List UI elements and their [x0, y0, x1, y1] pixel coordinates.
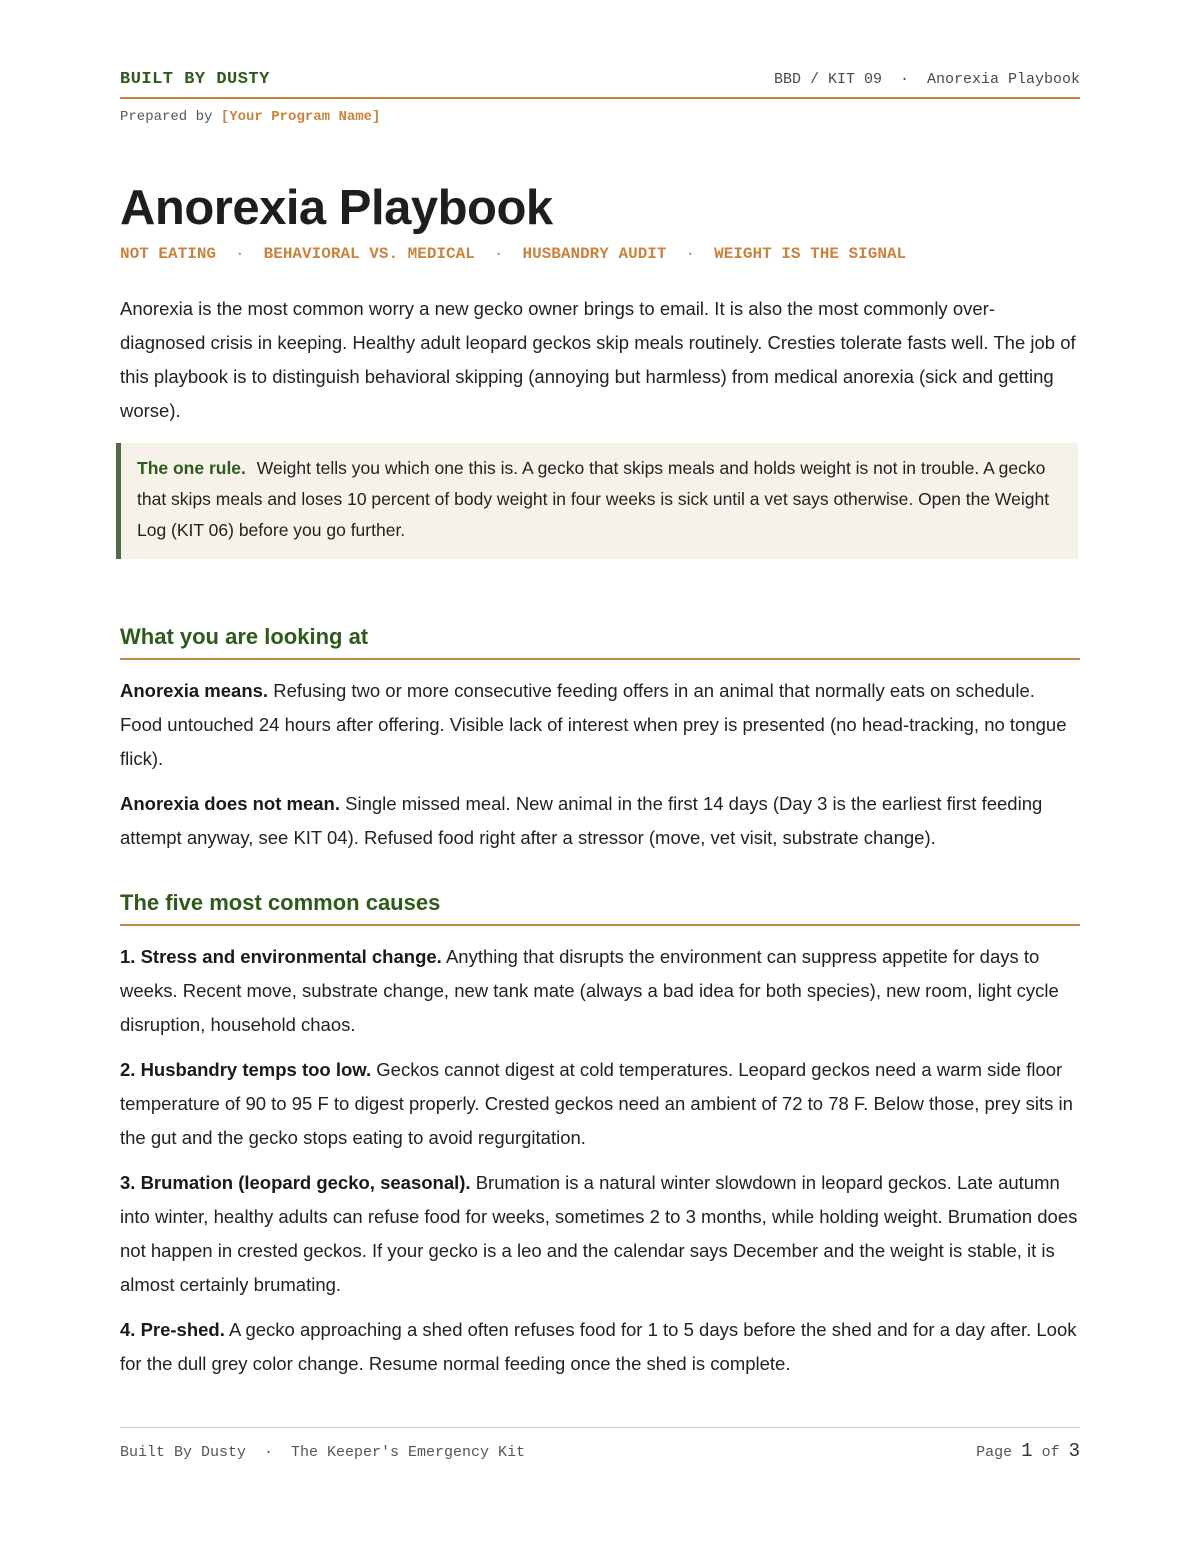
tag-item: HUSBANDRY AUDIT — [522, 245, 667, 263]
section-heading-looking-at: What you are looking at — [120, 624, 1080, 660]
cause-text: Brumation is a natural winter slowdown in leopard geckos. Late autumn into winter, healthy adults can refuse food for weeks, sometimes 2 to 3 months, while holding weight. Brumation does not happen in crested geckos. If your gecko is a leo and the calendar says December and the weight is stable, it is almost certainly brumating. — [120, 1172, 1078, 1295]
running-footer — [120, 1440, 1080, 1462]
page-total: 3 — [1068, 1440, 1080, 1462]
cause-text: Anything that disrupts the environment can suppress appetite for days to weeks. Recent move, substrate change, new tank mate (always a bad idea for both species), new room, light cycle disruption, household chaos. — [120, 946, 1059, 1035]
cause-text: A gecko approaching a shed often refuses food for 1 to 5 days before the shed and for a day after. Look for the dull grey color change. Resume normal feeding once the shed is complete. — [120, 1319, 1077, 1374]
tag-item: NOT EATING — [120, 245, 217, 263]
prepared-by-line — [120, 109, 380, 125]
callout-text: Weight tells you which one this is. A gecko that skips meals and holds weight is not in trouble. A gecko that skips meals and loses 10 percent of body weight in four weeks is sick until a vet says otherwise. Open the Weight Log (KIT 06) before you go further. — [137, 458, 1050, 540]
page-counter — [976, 1440, 1080, 1462]
page-label: Page — [976, 1444, 1013, 1461]
tag-separator: · — [235, 245, 245, 263]
one-rule-callout — [116, 443, 1078, 559]
definition-lead: Anorexia means. — [120, 680, 269, 701]
running-header — [120, 68, 1080, 90]
tag-separator: · — [685, 245, 696, 263]
cause-lead: 2. Husbandry temps too low. — [120, 1059, 372, 1080]
brand-name: BUILT BY DUSTY — [120, 69, 270, 89]
footer-divider — [120, 1427, 1080, 1428]
cause-text: Geckos cannot digest at cold temperatures. Leopard geckos need a warm side floor temperature of 90 to 95 F to digest properly. Crested geckos need an ambient of 72 to 78 F. Below those, prey sits in the gut and the gecko stops eating to avoid regurgitation. — [120, 1059, 1073, 1148]
callout-lead: The one rule. — [137, 458, 246, 478]
definition-text: Refusing two or more consecutive feeding offers in an animal that normally eats on schedule. Food untouched 24 hours after offering. Visible lack of interest when prey is presented (no head-tracking, no tongue flick). — [120, 680, 1067, 769]
footer-credit: Built By Dusty · The Keeper's Emergency Kit — [120, 1444, 526, 1461]
tag-item: BEHAVIORAL VS. MEDICAL — [263, 245, 475, 263]
cause-lead: 4. Pre-shed. — [120, 1319, 225, 1340]
cause-item — [120, 1053, 1080, 1155]
section-heading-causes: The five most common causes — [120, 890, 1080, 926]
cause-item — [120, 1313, 1080, 1381]
definition-anorexia-not — [120, 787, 1080, 855]
definition-lead: Anorexia does not mean. — [120, 793, 340, 814]
program-name-placeholder: [Your Program Name] — [220, 109, 381, 125]
of-label: of — [1041, 1444, 1060, 1461]
kit-reference: BBD / KIT 09 · Anorexia Playbook — [773, 70, 1080, 88]
tag-item: WEIGHT IS THE SIGNAL — [714, 245, 907, 263]
definition-text: Single missed meal. New animal in the first 14 days (Day 3 is the earliest first feeding attempt anyway, see KIT 04). Refused food right after a stressor (move, vet visit, substrate change). — [120, 793, 1043, 848]
cause-lead: 1. Stress and environmental change. — [120, 946, 442, 967]
topic-tags — [120, 245, 906, 263]
prepared-by-label: Prepared by — [120, 109, 213, 125]
cause-item — [120, 1166, 1080, 1302]
intro-paragraph: Anorexia is the most common worry a new gecko owner brings to email. It is also the most commonly over-diagnosed crisis in keeping. Healthy adult leopard geckos skip meals routinely. Cresties tolerate fasts well. The job of this playbook is to distinguish behavioral skipping (annoying but harmless) from medical anorexia (sick and getting worse). — [120, 298, 1076, 421]
tag-separator: · — [493, 245, 504, 263]
page-title: Anorexia Playbook — [120, 181, 553, 235]
header-divider — [120, 97, 1080, 99]
cause-lead: 3. Brumation (leopard gecko, seasonal). — [120, 1172, 471, 1193]
page-number: 1 — [1021, 1440, 1033, 1462]
definition-anorexia-means — [120, 674, 1080, 776]
cause-item — [120, 940, 1080, 1042]
